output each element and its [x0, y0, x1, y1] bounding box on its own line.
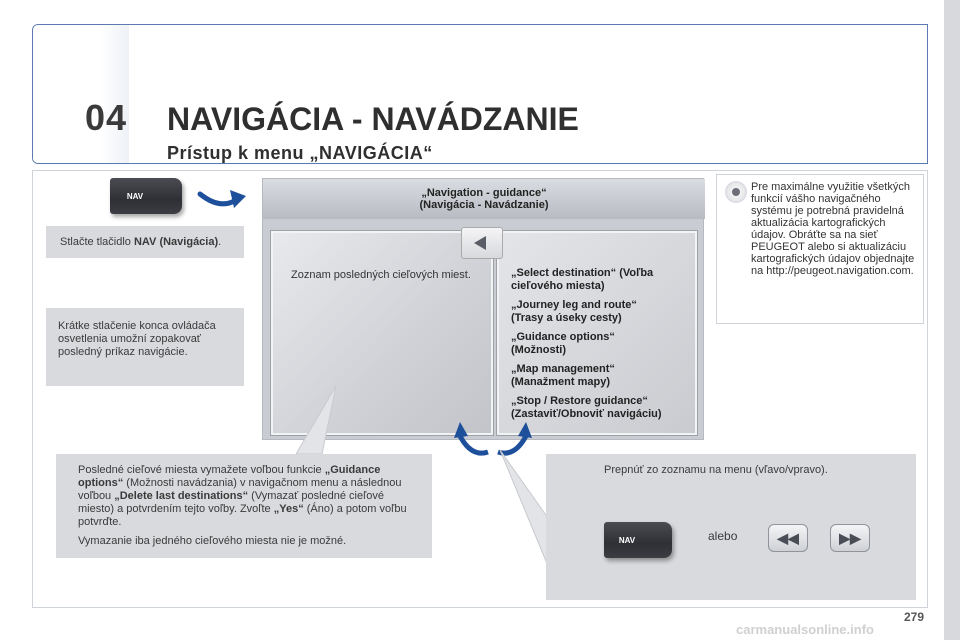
- info-box: [716, 174, 924, 324]
- back-arrow-icon: [474, 236, 486, 250]
- menu-item-line1: „Select destination“ (Voľba: [511, 267, 654, 279]
- page-title: NAVIGÁCIA - NAVÁDZANIE: [167, 101, 579, 137]
- menu-item-select-destination[interactable]: [511, 267, 695, 293]
- switch-list-note: [546, 454, 916, 600]
- press-instruction-suffix: .: [218, 236, 222, 248]
- callout-pointer-right: [498, 448, 550, 568]
- delete-note-bold: „Yes“: [273, 503, 304, 515]
- delete-destinations-note: [56, 454, 432, 558]
- menu-item-line2: (Trasy a úseky cesty): [511, 312, 622, 324]
- chapter-number: 04: [85, 97, 128, 138]
- curved-arrow-icon: [196, 184, 248, 214]
- menu-item-journey-leg[interactable]: [511, 299, 695, 325]
- fast-forward-icon: ▶▶: [839, 530, 861, 546]
- nav-button[interactable]: [110, 178, 182, 214]
- short-press-note: [46, 308, 244, 386]
- press-instruction-prefix: Stlačte tlačidlo: [60, 236, 134, 248]
- navigation-menu-list: [511, 267, 695, 427]
- short-press-note-text: Krátke stlačenie konca ovládača osvetlenia umožní zopakovať posledný príkaz navigácie.: [58, 320, 216, 358]
- navigation-menu-panel[interactable]: [497, 231, 697, 435]
- screen-title-line2: (Navigácia - Navádzanie): [419, 199, 549, 211]
- menu-item-line2: (Možnosti): [511, 344, 566, 356]
- menu-item-line1: „Journey leg and route“: [511, 299, 637, 311]
- delete-note-text: (Áno) a potom voľbu potvrďte.: [78, 503, 407, 528]
- page-number: 279: [904, 610, 925, 624]
- chapter-tab: [33, 25, 129, 164]
- menu-item-guidance-options[interactable]: [511, 331, 695, 357]
- callout-pointer-left: [296, 386, 342, 456]
- previous-button[interactable]: [768, 524, 808, 552]
- recent-destinations-label: Zoznam posledných cieľových miest.: [291, 269, 471, 281]
- delete-note-paragraph: [78, 464, 422, 529]
- menu-item-line1: „Stop / Restore guidance“: [511, 395, 648, 407]
- menu-item-map-management[interactable]: [511, 363, 695, 389]
- menu-item-line2: cieľového miesta): [511, 280, 605, 292]
- screen-title: [263, 179, 705, 219]
- rewind-icon: ◀◀: [777, 530, 799, 546]
- delete-note-text: Posledné cieľové miesta vymažete voľbou funkcie: [78, 464, 325, 476]
- nav-button-secondary[interactable]: [604, 522, 672, 558]
- delete-note-text: (Vymazať posledné cieľové miesto) a potvrdením tejto voľby. Zvoľte: [78, 490, 385, 515]
- delete-note-paragraph-2: Vymazanie iba jedného cieľového miesta nie je možné.: [78, 535, 347, 547]
- screen-title-line1: „Navigation - guidance“: [421, 187, 547, 199]
- back-button[interactable]: [461, 227, 503, 259]
- next-button[interactable]: [830, 524, 870, 552]
- delete-note-bold: „Delete last destinations“: [114, 490, 249, 502]
- watermark: carmanualsonline.info: [736, 622, 874, 637]
- lightbulb-icon: [725, 181, 747, 203]
- delete-note-text: (Možnosti navádzania) v navigačnom menu a následnou voľbou: [78, 477, 402, 502]
- press-instruction-box: [46, 226, 244, 258]
- menu-item-line2: (Zastaviť/Obnoviť navigáciu): [511, 408, 662, 420]
- page-edge-bar: [944, 0, 960, 640]
- delete-note-bold: „Guidance options“: [78, 464, 381, 489]
- page-subtitle: Prístup k menu „NAVIGÁCIA“: [167, 143, 433, 163]
- menu-item-line1: „Map management“: [511, 363, 615, 375]
- info-box-text: Pre maximálne využitie všetkých funkcií vášho navigačného systému je potrebná pravidelná aktualizácia kartografických údajov. Obráťte sa na sieť PEUGEOT alebo si aktualizáciu kartografických údajov objednajte na http://peugeot.navigation.com.: [751, 181, 915, 277]
- nav-button-label: NAV: [126, 191, 144, 201]
- menu-item-stop-restore[interactable]: [511, 395, 695, 421]
- switch-note-text: Prepnúť zo zoznamu na menu (vľavo/vpravo).: [604, 464, 828, 476]
- nav-button-label: NAV: [618, 535, 636, 545]
- menu-item-line1: „Guidance options“: [511, 331, 615, 343]
- menu-item-line2: (Manažment mapy): [511, 376, 611, 388]
- press-instruction-bold: NAV (Navigácia): [133, 236, 219, 248]
- chapter-header: [32, 24, 928, 164]
- or-label: alebo: [708, 529, 738, 543]
